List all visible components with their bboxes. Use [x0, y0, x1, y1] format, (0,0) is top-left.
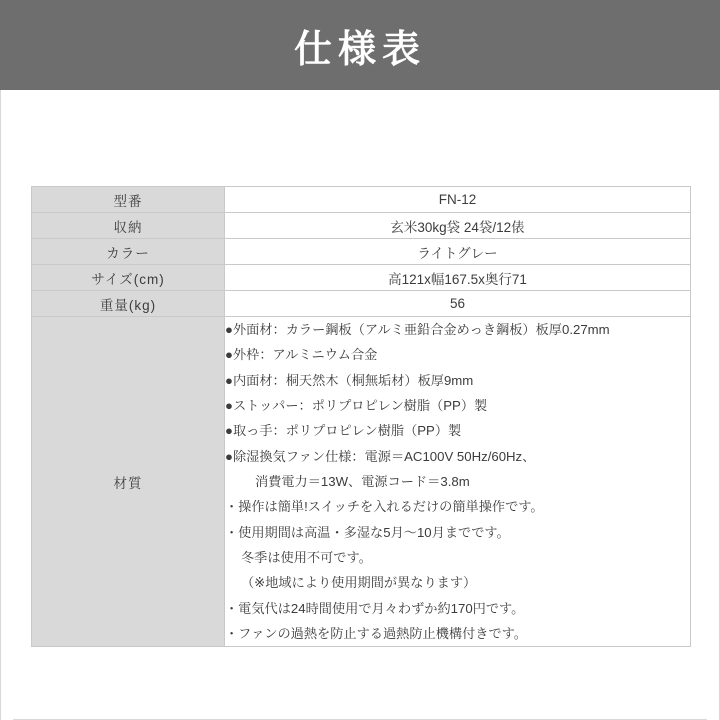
- spec-label-color: カラー: [32, 239, 225, 265]
- list-item: ●外枠：アルミニウム合金: [225, 347, 378, 363]
- spec-label-material: 材質: [32, 317, 225, 647]
- list-item: ●外面材：カラー鋼板（アルミ亜鉛合金めっき鋼板）板厚0.27mm: [225, 322, 610, 337]
- list-item: 冬季は使用不可です。: [241, 550, 372, 566]
- table-row: [32, 291, 691, 317]
- list-item: ・電気代は24時間使用で月々わずか約170円です。: [225, 600, 525, 616]
- spec-value-storage: 玄米30kg袋 24袋/12俵: [225, 213, 691, 239]
- list-item: ●内面材：桐天然木（桐無垢材）板厚9mm: [225, 372, 474, 388]
- spec-value-material: [225, 317, 691, 647]
- spec-label-size: サイズ(cm): [32, 265, 225, 291]
- table-row: [32, 239, 691, 265]
- page-header: [0, 0, 720, 90]
- spec-label-weight: 重量(kg): [32, 291, 225, 317]
- list-item: ●ストッパー：ポリプロピレン樹脂（PP）製: [225, 398, 488, 414]
- spec-value-model: FN-12: [225, 187, 691, 213]
- page-title: 仕様表: [293, 28, 426, 71]
- material-line-list: [225, 317, 690, 646]
- page-body: [0, 90, 720, 720]
- list-item: ・ファンの過熱を防止する過熱防止機構付きです。: [225, 626, 527, 642]
- list-item: ・操作は簡単!スイッチを入れるだけの簡単操作です。: [225, 499, 544, 515]
- table-row-material: [32, 317, 691, 647]
- list-item: ・使用期間は高温・多湿な5月〜10月までです。: [225, 524, 510, 540]
- list-item: ●取っ手：ポリプロピレン樹脂（PP）製: [225, 423, 462, 439]
- spec-value-weight: 56: [225, 291, 691, 317]
- spec-label-model: 型番: [32, 187, 225, 213]
- right-margin-rule: [707, 90, 719, 720]
- spec-label-storage: 収納: [32, 213, 225, 239]
- left-margin-rule: [1, 90, 13, 720]
- list-item: ●除湿換気ファン仕様：電源＝AC100V 50Hz/60Hz、: [225, 448, 536, 464]
- list-item: （※地域により使用期間が異なります）: [241, 575, 477, 591]
- specification-table: [31, 186, 691, 647]
- table-row: [32, 265, 691, 291]
- table-row: [32, 187, 691, 213]
- spec-value-color: ライトグレー: [225, 239, 691, 265]
- table-row: [32, 213, 691, 239]
- spec-value-size: 高121x幅167.5x奥行71: [225, 265, 691, 291]
- list-item: 消費電力＝13W、電源コード＝3.8m: [255, 474, 470, 490]
